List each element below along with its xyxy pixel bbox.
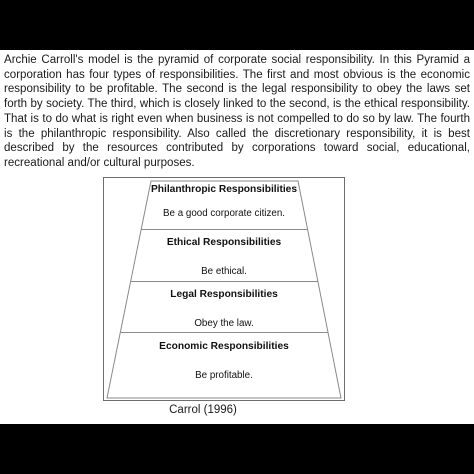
tier-philanthropic-title: Philanthropic Responsibilities [150, 184, 298, 195]
tier-economic-title: Economic Responsibilities [159, 341, 289, 352]
tier-economic-description: Be profitable. [195, 370, 253, 381]
body-paragraph: Archie Carroll's model is the pyramid of corporate social responsibility. In this Pyramid a corporation has four types of responsibilities. The first and most obvious is the economic responsibility to be profitable. The second is the legal responsibility to obey the laws set forth by society. The third, which is closely linked to the second, is the ethical responsibility. That is to do what is right even when business is not compelled to do so by law. The fourth is the philanthropic responsibility. Also called the discretionary responsibility, it is best described by the resources contributed by corporations toward social, educational, recreational and/or cultural purposes. [4, 54, 470, 169]
pyramid-figure [103, 177, 345, 401]
figure-caption: Carrol (1996) [169, 404, 237, 416]
document-page [0, 50, 474, 424]
tier-philanthropic-description: Be a good corporate citizen. [163, 208, 285, 219]
tier-legal-description: Obey the law. [194, 318, 254, 329]
tier-legal-title: Legal Responsibilities [170, 289, 278, 300]
tier-ethical-description: Be ethical. [201, 266, 247, 277]
tier-ethical-title: Ethical Responsibilities [166, 237, 282, 248]
